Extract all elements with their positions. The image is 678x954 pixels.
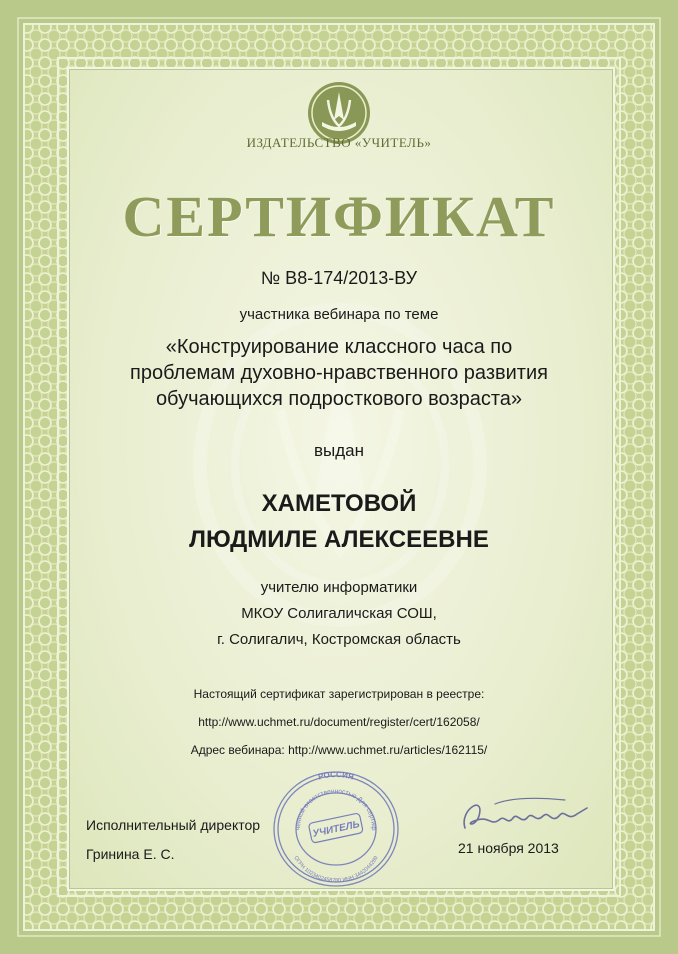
signer-block [86, 811, 260, 869]
registry-info [0, 680, 678, 764]
stamp-outer-text: ченной ответственностью Для сертиф [294, 787, 378, 831]
topic-line: обучающихся подросткового возраста» [155, 388, 523, 410]
signer-name: Гринина Е. С. [86, 846, 175, 862]
recipient-position [0, 575, 678, 653]
topic-line: проблемам духовно-нравственного развития [130, 362, 548, 384]
signer-title: Исполнительный директор [86, 817, 261, 833]
stamp-center-text: УЧИТЕЛЬ [311, 819, 361, 840]
issued-label: выдан [313, 441, 364, 460]
official-stamp [270, 768, 402, 890]
stamp-top-text: РОССИЯ [317, 769, 355, 782]
position-line: МКОУ Солигаличская СОШ, [241, 605, 437, 622]
registry-link[interactable]: http://www.uchmet.ru/document/register/cert/162058/ [198, 715, 480, 729]
publisher-name: ИЗДАТЕЛЬСТВО «УЧИТЕЛЬ» [246, 135, 432, 150]
handwritten-signature [455, 790, 595, 840]
stamp-bottom-text: ОГРН 1023402458780 ИНН 3442044289 [292, 855, 380, 885]
registry-text: Настоящий сертификат зарегистрирован в реестре: [193, 687, 485, 701]
position-line: учителю информатики [260, 579, 418, 596]
webinar-address[interactable]: Адрес вебинара: http://www.uchmet.ru/articles/162115/ [190, 743, 488, 757]
recipient-name [0, 486, 678, 558]
intro-text: участника вебинара по теме [239, 306, 439, 323]
issue-date: 21 ноября 2013 [458, 840, 559, 856]
recipient-given-names: ЛЮДМИЛЕ АЛЕКСЕЕВНЕ [189, 526, 489, 553]
recipient-surname: ХАМЕТОВОЙ [261, 490, 417, 517]
certificate-title: СЕРТИФИКАТ [122, 184, 556, 249]
topic-line: «Конструирование классного часа по [165, 336, 513, 358]
position-line: г. Солигалич, Костромская область [217, 631, 461, 648]
certificate-number: № В8-174/2013-ВУ [260, 268, 418, 288]
webinar-topic [0, 334, 678, 412]
